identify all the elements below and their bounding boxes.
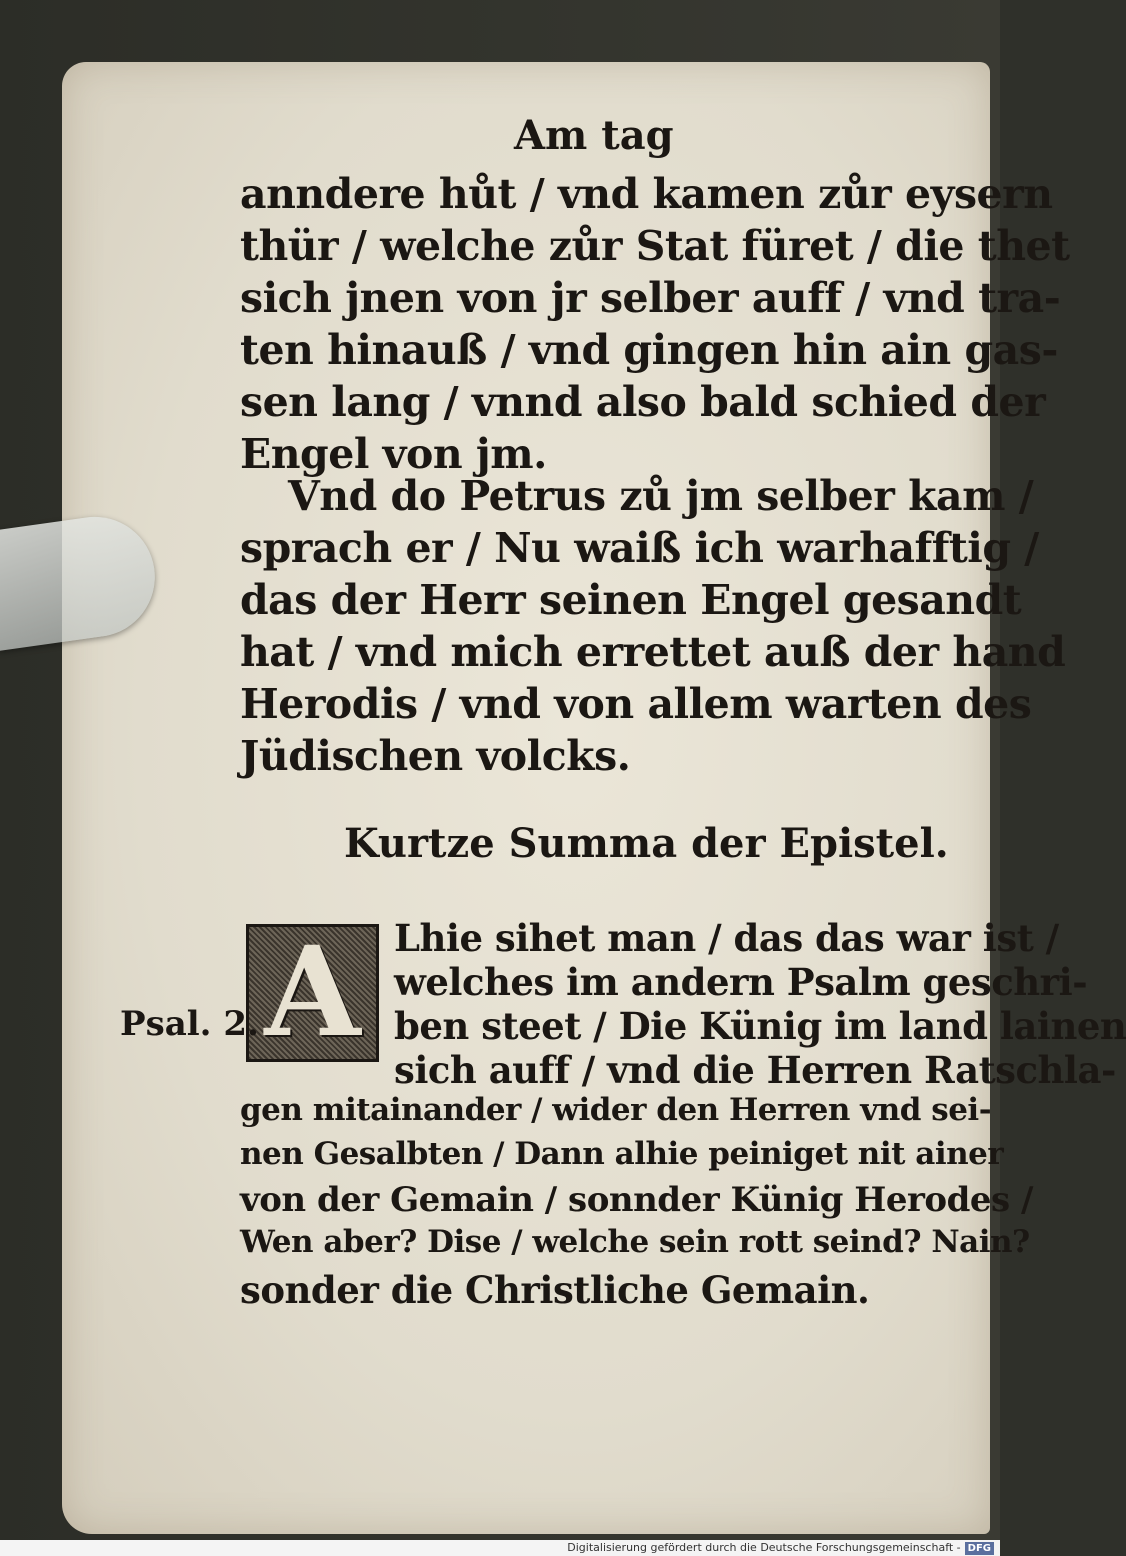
summa-line: nen Gesalbten / Dann alhie peiniget nit ainer bbox=[240, 1136, 1004, 1172]
text-line: hat / vnd mich errettet auß der hand bbox=[240, 628, 1066, 676]
section-title: Kurtze Summa der Epistel. bbox=[344, 820, 949, 867]
text-line: thür / welche zůr Stat füret / die thet bbox=[240, 222, 1070, 270]
summa-line: sonder die Christliche Gemain. bbox=[240, 1268, 870, 1312]
text-line: sich jnen von jr selber auff / vnd tra- bbox=[240, 274, 1061, 322]
text-line: sen lang / vnnd also bald schied der bbox=[240, 378, 1046, 426]
dfg-logo: DFG bbox=[965, 1542, 994, 1555]
summa-line: welches im andern Psalm geschri- bbox=[394, 960, 1088, 1004]
decorated-initial bbox=[246, 920, 379, 1065]
text-line: sprach er / Nu waiß ich warhafftig / bbox=[240, 524, 1039, 572]
summa-line: von der Gemain / sonnder Künig Herodes / bbox=[240, 1180, 1033, 1220]
summa-line: Wen aber? Dise / welche sein rott seind? Nain? bbox=[240, 1224, 1030, 1260]
initial-letter: A bbox=[264, 920, 361, 1065]
text-line: Engel von jm. bbox=[240, 430, 547, 478]
text-line: Jüdischen volcks. bbox=[240, 732, 631, 780]
footer-text: Digitalisierung gefördert durch die Deutsche Forschungsgemeinschaft - bbox=[567, 1541, 961, 1554]
margin-note: Psal. 2. bbox=[120, 1004, 259, 1044]
summa-line: ben steet / Die Künig im land lainen bbox=[394, 1004, 1126, 1048]
summa-line: Lhie sihet man / das das war ist / bbox=[394, 916, 1059, 960]
text-line: Herodis / vnd von allem warten des bbox=[240, 680, 1032, 728]
text-line: anndere hůt / vnd kamen zůr eysern bbox=[240, 170, 1053, 218]
text-line: Vnd do Petrus zů jm selber kam / bbox=[288, 472, 1034, 520]
running-heading: Am tag bbox=[514, 112, 674, 159]
summa-line: gen mitainander / wider den Herren vnd sei- bbox=[240, 1092, 992, 1128]
text-line: das der Herr seinen Engel gesandt bbox=[240, 576, 1022, 624]
text-line: ten hinauß / vnd gingen hin ain gas- bbox=[240, 326, 1058, 374]
summa-line: sich auff / vnd die Herren Ratschla- bbox=[394, 1048, 1116, 1092]
digitization-footer bbox=[0, 1540, 1000, 1556]
